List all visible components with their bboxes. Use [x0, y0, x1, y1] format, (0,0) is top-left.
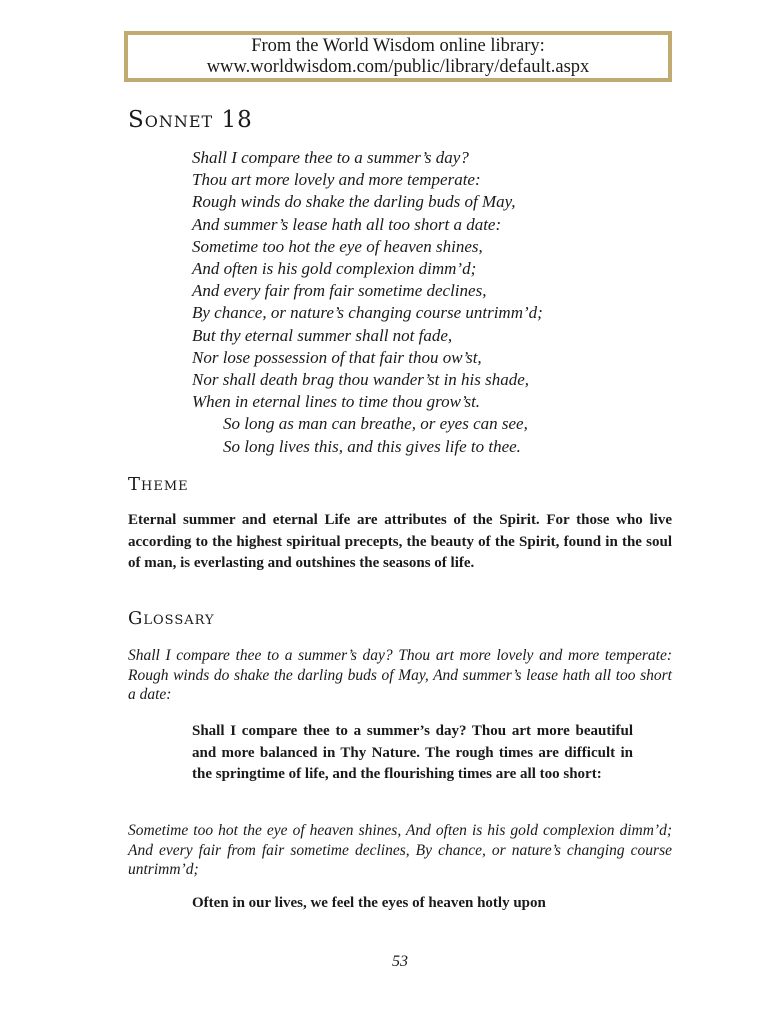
poem-line: Nor lose possession of that fair thou ow’st, [192, 347, 482, 367]
page-title: Sonnet 18 [128, 107, 253, 133]
glossary-explanation: Often in our lives, we feel the eyes of heaven hotly upon [192, 895, 546, 911]
poem-line: Rough winds do shake the darling buds of May, [192, 192, 516, 212]
glossary-heading: Glossary [128, 608, 215, 629]
glossary-quote: Shall I compare thee to a summer’s day? Thou art more lovely and more temperate: Rough winds do shake the darling buds of May, And summer’s lease hath all too short a date: [128, 647, 672, 703]
poem-line: Thou art more lovely and more temperate: [192, 170, 481, 190]
header-line-source: From the World Wisdom online library: [251, 36, 545, 56]
glossary-explanation: Shall I compare thee to a summer’s day? Thou art more beautiful and more balanced in Thy Nature. The rough times are difficult in the springtime of life, and the flourishing times are all too short: [192, 723, 633, 782]
poem-couplet-line: So long lives this, and this gives life to thee. [223, 436, 521, 456]
poem-line: By chance, or nature’s changing course untrimm’d; [192, 303, 543, 323]
poem-couplet-line: So long as man can breathe, or eyes can see, [223, 414, 528, 434]
poem-line: Shall I compare thee to a summer’s day? [192, 148, 469, 167]
library-header-box [124, 31, 672, 82]
theme-heading: Theme [128, 474, 189, 495]
poem-line: When in eternal lines to time thou grow’st. [192, 392, 481, 412]
poem-line: Nor shall death brag thou wander’st in his shade, [192, 370, 530, 390]
page-number: 53 [392, 953, 408, 970]
poem-line: And every fair from fair sometime declines, [192, 281, 487, 301]
theme-text: Eternal summer and eternal Life are attributes of the Spirit. For those who live according to the highest spiritual precepts, the beauty of the Spirit, found in the soul of man, is everlasting and outshines the seasons of life. [128, 512, 672, 571]
poem-line: But thy eternal summer shall not fade, [192, 325, 453, 345]
poem-line: And often is his gold complexion dimm’d; [192, 259, 477, 279]
sonnet-poem [192, 147, 543, 458]
glossary-quote: Sometime too hot the eye of heaven shines, And often is his gold complexion dimm’d; And every fair from fair sometime declines, By chance, or nature’s changing course untrimm’d; [128, 822, 672, 878]
header-line-url: www.worldwisdom.com/public/library/default.aspx [206, 57, 590, 77]
poem-line: Sometime too hot the eye of heaven shines, [192, 236, 483, 256]
poem-line: And summer’s lease hath all too short a date: [192, 214, 502, 234]
